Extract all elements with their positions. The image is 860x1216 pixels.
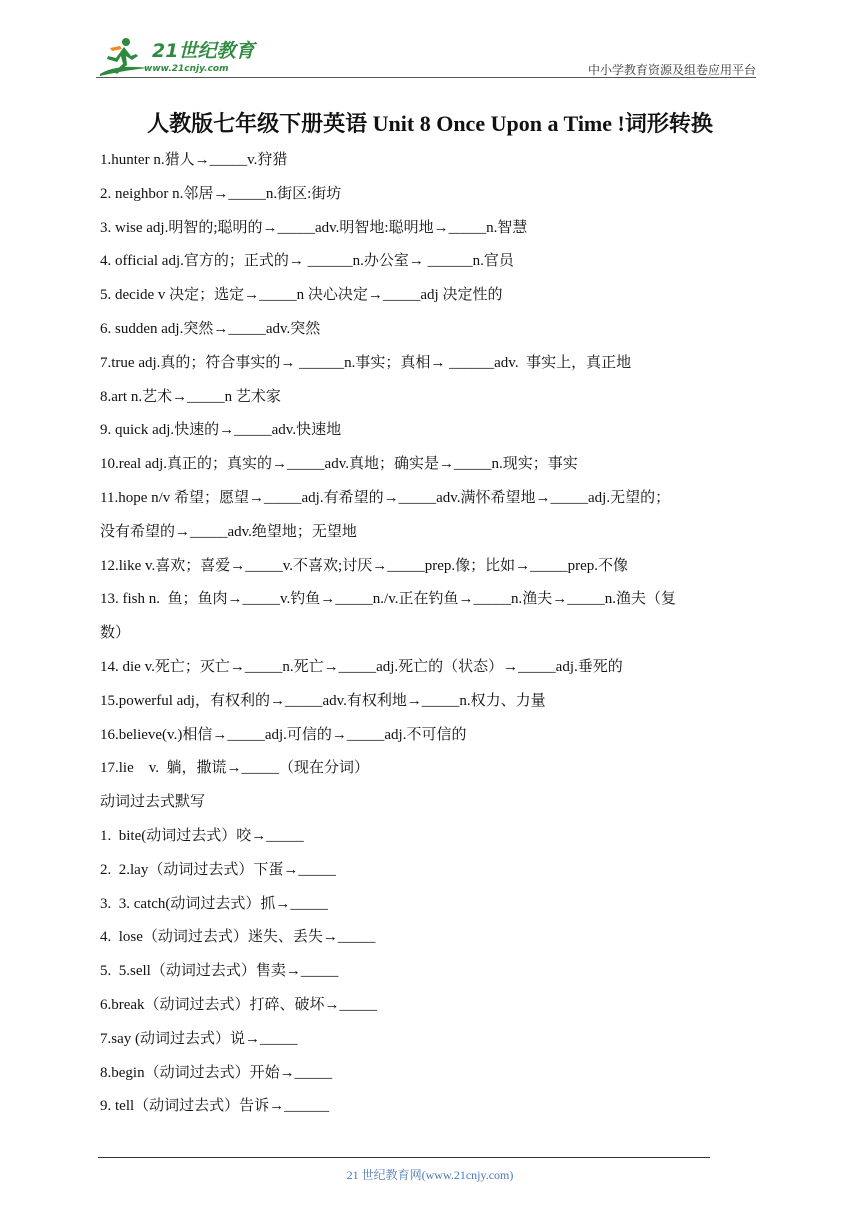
footer-divider bbox=[98, 1157, 710, 1158]
exercise-line: 1.hunter n.猎人→_____v.狩猎 bbox=[100, 152, 288, 168]
exercise-line: 4. lose（动词过去式）迷失、丢失→_____ bbox=[100, 929, 376, 946]
exercise-line: 4. official adj.官方的；正式的→ ______n.办公室→ ______n.官员 bbox=[100, 253, 514, 270]
exercise-list bbox=[100, 150, 780, 1130]
exercise-line: 9. quick adj.快速的→_____adv.快速地 bbox=[100, 422, 342, 439]
page-footer: 21 世纪教育网(www.21cnjy.com) bbox=[346, 1168, 514, 1182]
exercise-line: 15.powerful adj，有权利的→_____adv.有权利地→_____n.权力、力量 bbox=[100, 692, 546, 709]
exercise-line: 2. 2.lay（动词过去式）下蛋→_____ bbox=[100, 861, 336, 878]
exercise-line: 10.real adj.真正的；真实的→_____adv.真地；确实是→_____n.现实；事实 bbox=[100, 456, 578, 473]
exercise-line: 17.lie v. 躺，撒谎→_____（现在分词） bbox=[100, 760, 370, 777]
page-title: 人教版七年级下册英语 Unit 8 Once Upon a Time !词形转换 bbox=[147, 111, 713, 136]
section-heading: 动词过去式默写 bbox=[100, 794, 206, 811]
exercise-line: 11.hope n/v 希望；愿望→_____adj.有希望的→_____adv.满怀希望地→_____adj.无望的； bbox=[100, 489, 671, 506]
exercise-line: 8.begin（动词过去式）开始→_____ bbox=[100, 1064, 333, 1081]
exercise-line: 12.like v.喜欢；喜爱→_____v.不喜欢;讨厌→_____prep.像；比如→_____prep.不像 bbox=[100, 557, 629, 574]
exercise-line: 1. bite(动词过去式）咬→_____ bbox=[100, 827, 304, 844]
exercise-line: 13. fish n. 鱼；鱼肉→_____v.钓鱼→_____n./v.正在钓鱼→_____n.渔夫→_____n.渔夫（复 bbox=[100, 591, 676, 608]
exercise-line: 7.say (动词过去式）说→_____ bbox=[100, 1030, 298, 1047]
exercise-line: 数） bbox=[100, 625, 131, 642]
logo-url: www.21cnjy.com bbox=[144, 64, 229, 74]
exercise-line: 6.break（动词过去式）打碎、破坏→_____ bbox=[100, 996, 378, 1013]
page-header bbox=[96, 34, 756, 80]
exercise-line: 5. decide v 决定；选定→_____n 决心决定→_____adj 决定性的 bbox=[100, 287, 503, 304]
logo-text: 21世纪教育 bbox=[152, 40, 255, 62]
header-divider bbox=[96, 77, 756, 78]
exercise-line: 5. 5.sell（动词过去式）售卖→_____ bbox=[100, 963, 339, 980]
exercise-line: 6. sudden adj.突然→_____adv.突然 bbox=[100, 320, 321, 337]
exercise-line: 14. die v.死亡；灭亡→_____n.死亡→_____adj.死亡的（状态）→_____adj.垂死的 bbox=[100, 658, 623, 675]
exercise-line: 7.true adj.真的；符合事实的→ ______n.事实；真相→ ______adv. 事实上，真正地 bbox=[100, 354, 632, 371]
exercise-line: 3. wise adj.明智的;聪明的→_____adv.明智地:聪明地→_____n.智慧 bbox=[100, 219, 528, 236]
exercise-line: 9. tell（动词过去式）告诉→______ bbox=[100, 1098, 330, 1115]
exercise-line: 2. neighbor n.邻居→_____n.街区:街坊 bbox=[100, 185, 342, 202]
exercise-line: 没有希望的→_____adv.绝望地；无望地 bbox=[100, 523, 357, 540]
site-logo bbox=[96, 34, 266, 80]
header-platform-name: 中小学教育资源及组卷应用平台 bbox=[587, 63, 756, 77]
exercise-line: 16.believe(v.)相信→_____adj.可信的→_____adj.不可信的 bbox=[100, 726, 467, 743]
exercise-line: 8.art n.艺术→_____n 艺术家 bbox=[100, 388, 281, 405]
exercise-line: 3. 3. catch(动词过去式）抓→_____ bbox=[100, 895, 328, 912]
